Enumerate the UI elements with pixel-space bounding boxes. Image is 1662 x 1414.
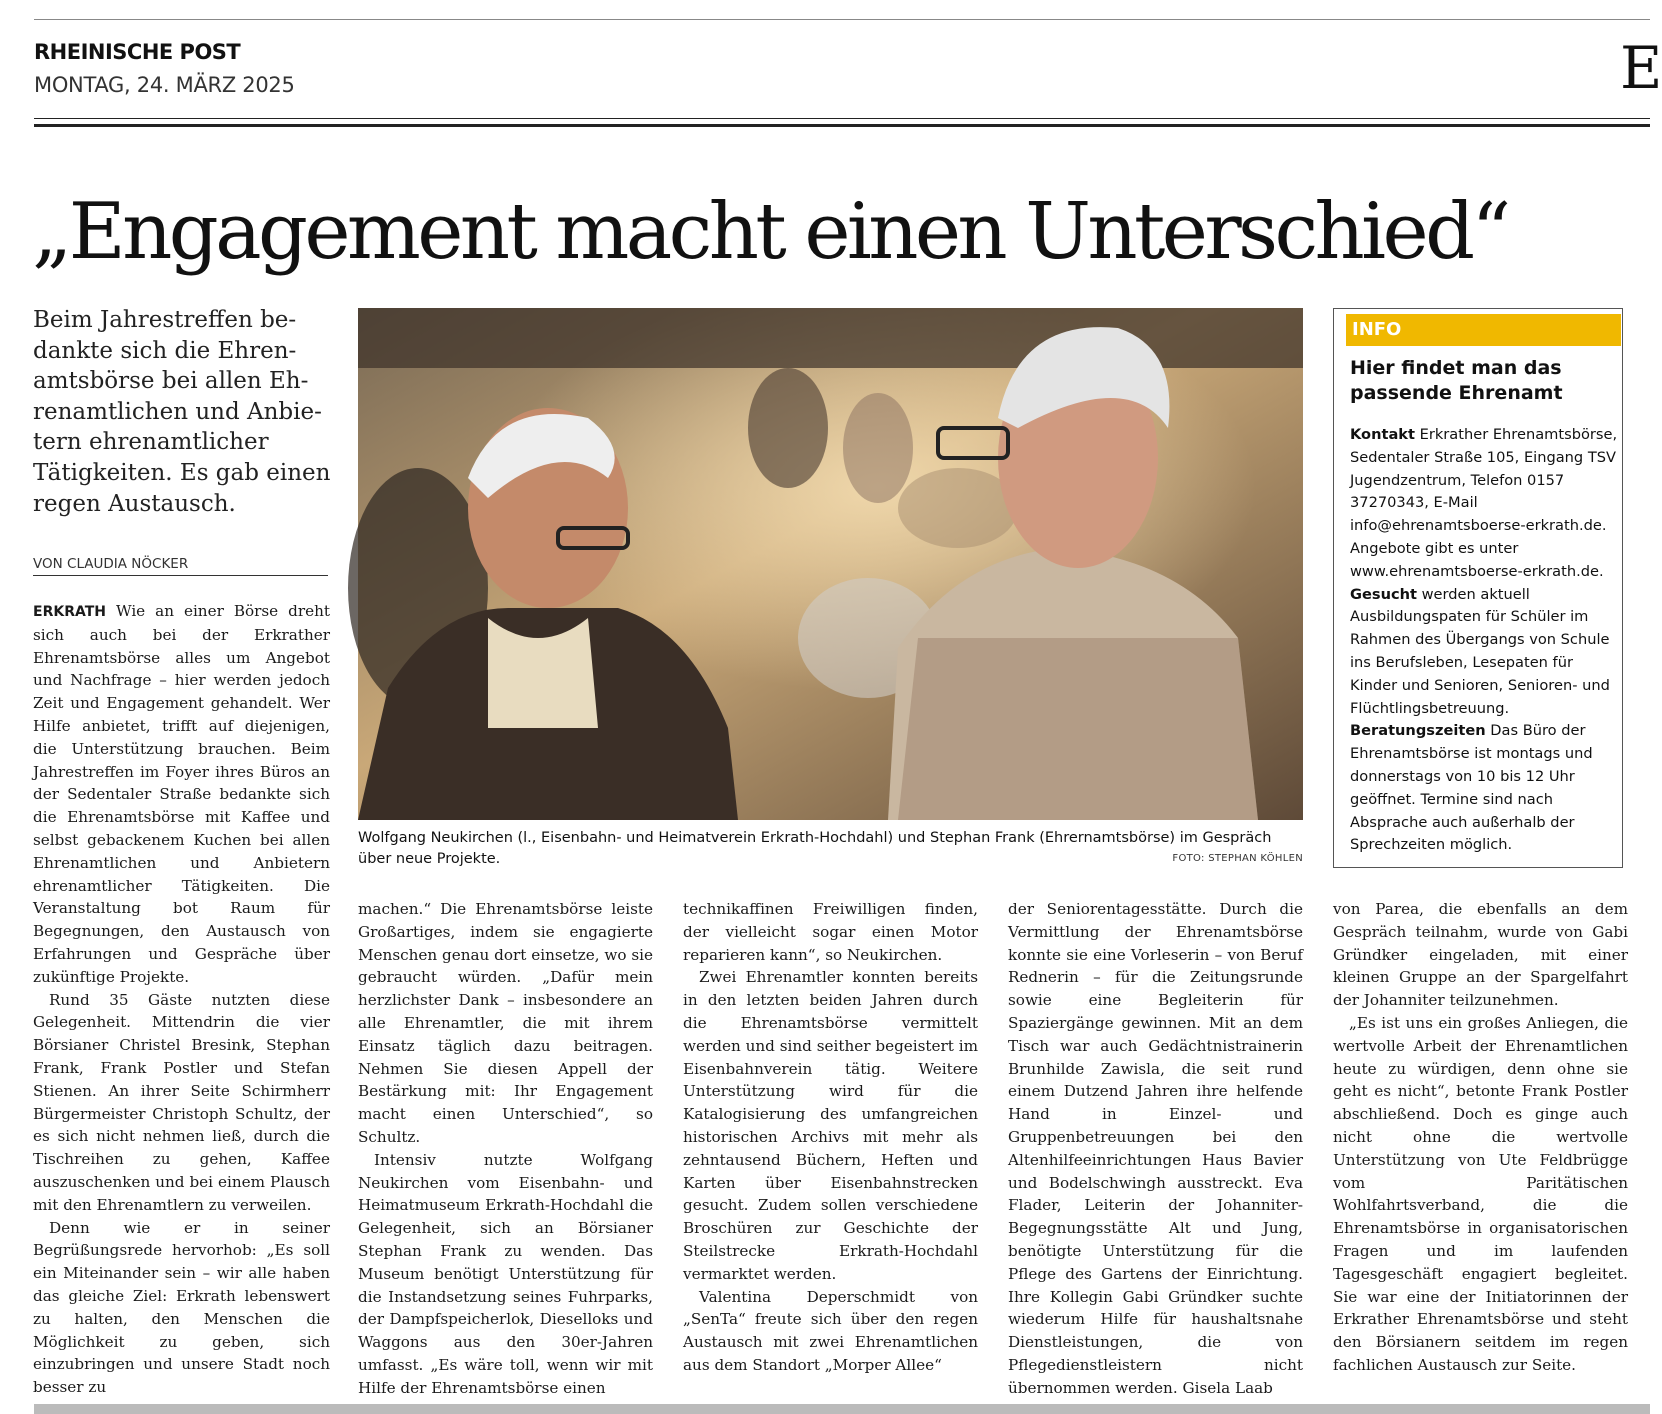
masthead: RHEINISCHE POST (34, 40, 241, 64)
photo-illustration (358, 308, 1303, 820)
header-rule-thin (34, 118, 1650, 119)
article-photo (358, 308, 1303, 820)
article-column-1 (33, 600, 330, 1399)
paragraph: „Es ist uns ein großes Anliegen, die wertvolle Arbeit der Ehrenamtlichen heute zu würdigen, denn ohne sie geht es nicht“, betonte Frank Postler abschließend. Doch es ginge auch nicht ohne die wertvolle Unterstützung von Ute Feldbrügge vom Paritätischen Wohlfahrtsverband, die die Ehrenamtsbörse in organisatorischen Fragen und im laufenden Tagesgeschäft engagiert begleitet. Sie war eine der Initiatorinnen der Erkrather Ehrenamtsbörse und steht den Börsianern seitdem im regen fachlichen Austausch zur Seite. (1333, 1013, 1628, 1374)
info-tag (1346, 314, 1621, 346)
photo-credit: FOTO: STEPHAN KÖHLEN (1172, 853, 1303, 864)
dateline: ERKRATH (33, 604, 106, 620)
info-label-gesucht: Gesucht (1350, 585, 1417, 603)
info-title: Hier findet man das passende Ehrenamt (1350, 357, 1563, 404)
paragraph: Rund 35 Gäste nutzten diese Gelegenheit. Mittendrin die vier Börsianer Christel Bresink, Stephan Frank, Frank Postler und Stefan Stienen. An ihrer Seite Schirmherr Bürgermeister Christoph Schultz, der es sich nicht nehmen ließ, durch die Tischreihen zu gehen, Kaffee auszuschenken und bei einem Plausch mit den Ehrenamtlern zu verweilen. (33, 990, 330, 1214)
lead-paragraph (33, 305, 333, 519)
issue-date: MONTAG, 24. MÄRZ 2025 (34, 73, 295, 97)
paragraph: Wie an einer Börse dreht sich auch bei der Erkrather Ehrenamtsbörse alles um Angebot und Nachfrage – hier werden jedoch Zeit und Engagement gehandelt. Wer Hilfe anbietet, trifft auf diejenigen, die Unterstützung brauchen. Beim Jahrestreffen im Foyer ihres Büros an der Sedentaler Straße bedankte sich die Ehrenamtsbörse mit Kaffee und selbst gebackenem Kuchen bei allen Ehrenamtlichen und Anbietern ehrenamtlicher Tätigkeiten. Die Veranstaltung bot Raum für Begegnungen, den Austausch von Erfahrungen und Gespräche über zukünftige Projekte. (33, 602, 330, 986)
paragraph: Zwei Ehrenamtler konnten bereits in den letzten beiden Jahren durch die Ehrenamtsbörse vermittelt werden und sind seither begeistert im Eisenbahnverein tätig. Weitere Unterstützung wird für die Katalogisierung des umfangreichen historischen Archivs mit mehr als zehntausend Büchern, Heften und Karten über Eisenbahnstrecken gesucht. Zudem sollen verschiedene Broschüren zur Geschichte der Steilstrecke Erkrath-Hochdahl vermarktet werden. (683, 968, 978, 1283)
paragraph: Intensiv nutzte Wolfgang Neukirchen vom Eisenbahn- und Heimatmuseum Erkrath-Hochdahl die Gelegenheit, sich an Börsianer Stephan Frank zu wenden. Das Museum benötigt Unterstützung für die Instandsetzung seines Fuhrparks, der Dampfspeicherlok, Dieselloks und Waggons aus den 30er-Jahren umfasst. „Es wäre toll, wenn wir mit Hilfe der Ehrenamtsbörse einen (358, 1150, 653, 1397)
byline: VON CLAUDIA NÖCKER (33, 556, 328, 576)
paragraph: Valentina Deperschmidt von „SenTa“ freute sich über den regen Austausch mit zwei Ehrenamtlichen aus dem Standort „Morper Allee“ (683, 1287, 978, 1374)
header-rule-thick (34, 124, 1650, 127)
lead-line: Tätigkeiten. Es gab einen (33, 459, 331, 486)
paragraph: der Seniorentagesstätte. Durch die Vermittlung der Ehrenamtsbörse konnte sie eine Vorleserin – von Beruf Rednerin – für die Zeitungsrunde sowie eine Begleiterin für Spaziergänge gewinnen. Mit an dem Tisch war auch Gedächtnistrainerin Brunhilde Zawisla, die seit rund einem Dutzend Jahren ihre helfende Hand in Einzel- und Gruppenbetreuungen bei den Altenhilfeeinrichtungen Haus Bavier und Bodelschwingh ausstreckt. Eva Flader, Leiterin der Johanniter-Begegnungsstätte Alt und Jung, benötigte Unterstützung für die Pflege des Gartens der Einrichtung. Ihre Kollegin Gabi Gründker suchte wiederum Hilfe für haushaltsnahe Dienstleistungen, die von Pflegedienstleistern nicht übernommen werden. Gisela Laab (1008, 900, 1303, 1397)
section-initial: E (1620, 34, 1662, 102)
paragraph: technikaffinen Freiwilligen finden, der vielleicht sogar einen Motor reparieren kann“, so Neukirchen. (683, 900, 978, 964)
article-column-4 (1008, 898, 1303, 1400)
lead-line: dankte sich die Ehren- (33, 337, 297, 364)
info-tag-label: INFO (1352, 319, 1402, 340)
photo-caption: Wolfgang Neukirchen (l., Eisenbahn- und Heimatverein Erkrath-Hochdahl) und Stephan Frank (Ehrernamtsbörse) im Gespräch über neue Projekte. (358, 830, 1272, 867)
lead-line: Beim Jahrestreffen be- (33, 307, 297, 333)
lead-line: renamtlichen und Anbie- (33, 398, 322, 425)
paragraph: Denn wie er in seiner Begrüßungsrede hervorhob: „Es soll ein Miteinander sein – wir alle haben das gleiche Ziel: Erkrath lebenswert zu halten, den Menschen die Möglichkeit zu geben, sich einzubringen und unsere Stadt noch besser zu (33, 1218, 330, 1397)
bottom-rule (34, 1404, 1650, 1414)
info-label-kontakt: Kontakt (1350, 426, 1415, 443)
paragraph: von Parea, die ebenfalls an dem Gespräch teilnahm, wurde von Gabi Gründker eingeladen, mit einer kleinen Gruppe an der Spargelfahrt der Johanniter teilzunehmen. (1333, 900, 1628, 1010)
info-text-beratung: Das Büro der Ehrenamtsbörse ist montags und donnerstags von 10 bis 12 Uhr geöffnet. Termine sind nach Absprache auch außerhalb der Sprechzeiten möglich. (1350, 722, 1593, 854)
info-text-gesucht: werden aktuell Ausbildungspaten für Schüler im Rahmen des Übergangs von Schule ins Berufsleben, Lesepaten für Kinder und Senioren, Senioren- und Flüchtlingsbetreuung. (1350, 585, 1610, 717)
article-column-5 (1333, 898, 1628, 1377)
lead-line: amtsbörse bei allen Eh- (33, 368, 309, 395)
info-text-kontakt: Erkrather Ehrenamtsbörse, Sedentaler Straße 105, Eingang TSV Jugendzentrum, Telefon 0157 37270343, E-Mail info@ehrenamtsboerse-erkrath.de. Angebote gibt es unter www.ehrenamtsboerse-erkrath.de. (1350, 426, 1618, 580)
info-label-beratung: Beratungszeiten (1350, 722, 1486, 740)
article-column-2 (358, 898, 653, 1400)
headline: „Engagement macht einen Unterschied“ (32, 187, 1508, 277)
lead-line: tern ehrenamtlicher (33, 429, 269, 456)
article-column-3 (683, 898, 978, 1377)
info-body (1350, 424, 1618, 857)
paragraph: machen.“ Die Ehrenamtsbörse leiste Großartiges, indem sie engagierte Menschen genau dort einsetze, wo sie gebraucht würden. „Dafür mein herzlichster Dank – insbesondere an alle Ehrenamtler, die mit ihrem Einsatz täglich dazu beitragen. Nehmen Sie diesen Appell der Bestärkung mit: Ihr Engagement macht einen Unterschied“, so Schultz. (358, 900, 653, 1146)
lead-line: regen Austausch. (33, 490, 236, 517)
top-rule (34, 19, 1650, 20)
